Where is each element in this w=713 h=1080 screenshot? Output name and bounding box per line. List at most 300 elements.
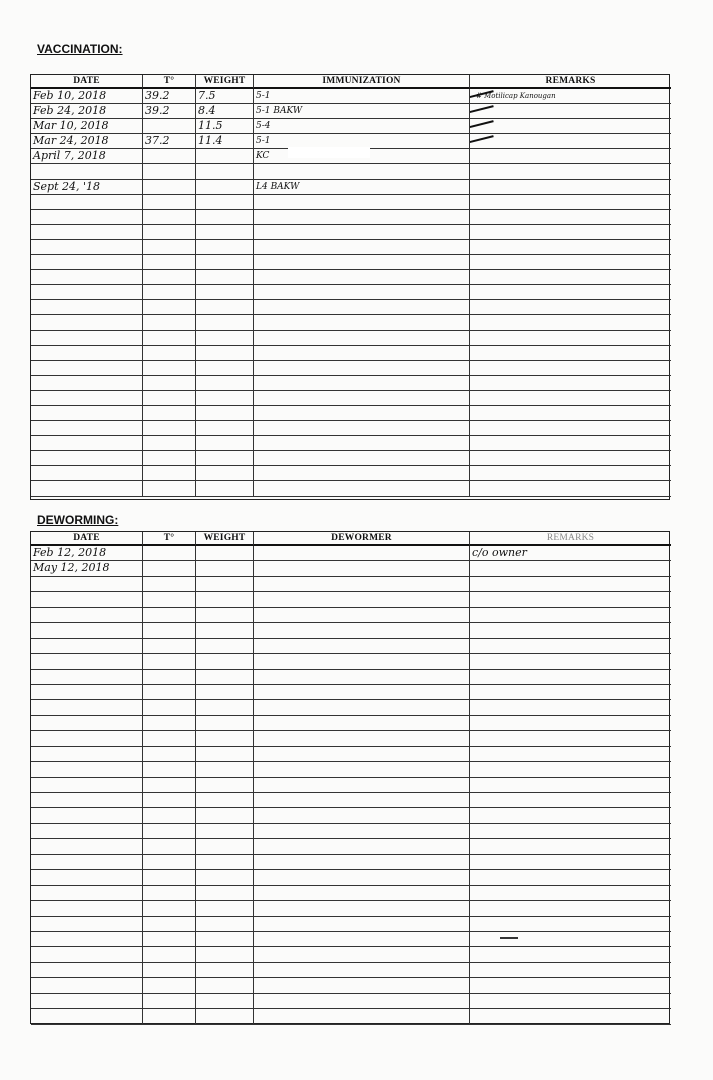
table-cell-weight <box>196 466 254 481</box>
table-cell-immunization <box>254 481 470 496</box>
table-cell-temp <box>143 195 196 210</box>
table-cell-weight <box>196 119 254 134</box>
table-cell-temp <box>143 466 196 481</box>
table-cell-dewormer <box>254 824 470 839</box>
table-cell-temp <box>143 210 196 225</box>
table-cell-weight <box>196 1009 254 1024</box>
handwritten-remarks: # Motilicap Kanougan <box>476 92 556 100</box>
handwritten-date: Sept 24, '18 <box>33 179 101 193</box>
table-cell-weight <box>196 315 254 330</box>
table-cell-remarks <box>470 285 671 300</box>
table-cell-temp <box>143 89 196 104</box>
table-cell-immunization <box>254 164 470 179</box>
table-cell-remarks <box>470 361 671 376</box>
handwritten-weight: 11.4 <box>198 134 223 148</box>
table-cell-immunization <box>254 89 470 104</box>
handwritten-immunization: KC <box>256 151 270 162</box>
table-cell-temp <box>143 592 196 607</box>
table-cell-remarks <box>470 149 671 164</box>
table-cell-remarks <box>470 685 671 700</box>
table-cell-date <box>31 149 143 164</box>
table-cell-weight <box>196 855 254 870</box>
table-cell-weight <box>196 932 254 947</box>
table-cell-remarks <box>470 1009 671 1024</box>
table-cell-weight <box>196 978 254 993</box>
table-cell-dewormer <box>254 700 470 715</box>
table-cell-remarks <box>470 623 671 638</box>
table-cell-immunization <box>254 331 470 346</box>
table-cell-date <box>31 421 143 436</box>
table-cell-date <box>31 870 143 885</box>
table-cell-remarks <box>470 824 671 839</box>
table-cell-date <box>31 608 143 623</box>
table-cell-date <box>31 561 143 576</box>
table-cell-remarks <box>470 577 671 592</box>
table-cell-remarks <box>470 808 671 823</box>
table-cell-dewormer <box>254 917 470 932</box>
table-cell-remarks <box>470 963 671 978</box>
table-cell-dewormer <box>254 685 470 700</box>
handwritten-weight: 8.4 <box>198 104 216 118</box>
table-cell-immunization <box>254 361 470 376</box>
redaction-mark <box>288 147 370 158</box>
table-cell-remarks <box>470 592 671 607</box>
table-cell-date <box>31 839 143 854</box>
table-cell-remarks <box>470 451 671 466</box>
table-cell-weight <box>196 700 254 715</box>
table-cell-remarks <box>470 901 671 916</box>
table-cell-weight <box>196 300 254 315</box>
table-cell-weight <box>196 963 254 978</box>
table-cell-dewormer <box>254 808 470 823</box>
table-cell-date <box>31 466 143 481</box>
table-cell-weight <box>196 917 254 932</box>
table-cell-weight <box>196 670 254 685</box>
table-cell-weight <box>196 149 254 164</box>
table-cell-remarks <box>470 406 671 421</box>
table-cell-weight <box>196 592 254 607</box>
table-cell-weight <box>196 481 254 496</box>
table-cell-weight <box>196 870 254 885</box>
table-cell-weight <box>196 731 254 746</box>
table-cell-dewormer <box>254 870 470 885</box>
table-cell-temp <box>143 932 196 947</box>
table-cell-date <box>31 89 143 104</box>
table-cell-date <box>31 119 143 134</box>
table-cell-remarks <box>470 886 671 901</box>
table-cell-immunization <box>254 180 470 195</box>
table-cell-temp <box>143 376 196 391</box>
table-cell-immunization <box>254 451 470 466</box>
table-cell-remarks <box>470 391 671 406</box>
table-cell-temp <box>143 685 196 700</box>
table-cell-temp <box>143 391 196 406</box>
table-cell-temp <box>143 1009 196 1024</box>
table-cell-date <box>31 901 143 916</box>
table-cell-weight <box>196 685 254 700</box>
table-cell-temp <box>143 670 196 685</box>
table-cell-weight <box>196 639 254 654</box>
table-cell-date <box>31 808 143 823</box>
table-cell-date <box>31 270 143 285</box>
table-cell-temp <box>143 839 196 854</box>
handwritten-date: Feb 12, 2018 <box>33 546 107 559</box>
handwritten-remarks: c/o owner <box>472 546 527 559</box>
handwritten-date: Feb 10, 2018 <box>33 89 107 102</box>
table-cell-remarks <box>470 255 671 270</box>
table-cell-remarks <box>470 639 671 654</box>
table-cell-date <box>31 886 143 901</box>
handwritten-date: Mar 10, 2018 <box>33 119 109 133</box>
table-cell-remarks <box>470 561 671 576</box>
table-cell-date <box>31 670 143 685</box>
table-cell-date <box>31 331 143 346</box>
table-cell-remarks <box>470 994 671 1009</box>
table-cell-dewormer <box>254 639 470 654</box>
table-cell-remarks <box>470 700 671 715</box>
table-cell-date <box>31 793 143 808</box>
table-cell-temp <box>143 870 196 885</box>
table-cell-remarks <box>470 731 671 746</box>
table-cell-dewormer <box>254 978 470 993</box>
deworming-title: DEWORMING: <box>37 513 119 527</box>
table-cell-temp <box>143 886 196 901</box>
table-cell-weight <box>196 240 254 255</box>
table-cell-weight <box>196 406 254 421</box>
table-cell-remarks <box>470 436 671 451</box>
table-cell-weight <box>196 901 254 916</box>
handwritten-immunization: 5-4 <box>256 121 271 132</box>
handwritten-date: Mar 24, 2018 <box>33 134 109 148</box>
table-cell-temp <box>143 481 196 496</box>
table-cell-temp <box>143 270 196 285</box>
table-cell-temp <box>143 240 196 255</box>
remark-dash-mark <box>470 120 494 131</box>
table-cell-immunization <box>254 391 470 406</box>
table-cell-dewormer <box>254 778 470 793</box>
table-cell-temp <box>143 225 196 240</box>
table-cell-remarks <box>470 164 671 179</box>
table-cell-remarks <box>470 670 671 685</box>
table-cell-temp <box>143 285 196 300</box>
vaccination-table <box>30 74 670 500</box>
table-cell-dewormer <box>254 623 470 638</box>
table-cell-weight <box>196 654 254 669</box>
table-cell-weight <box>196 210 254 225</box>
table-cell-date <box>31 685 143 700</box>
table-cell-remarks <box>470 315 671 330</box>
table-cell-temp <box>143 104 196 119</box>
table-cell-weight <box>196 89 254 104</box>
table-cell-dewormer <box>254 994 470 1009</box>
table-cell-dewormer <box>254 1009 470 1024</box>
table-cell-date <box>31 346 143 361</box>
handwritten-temp: 39.2 <box>145 104 170 118</box>
table-cell-date <box>31 947 143 962</box>
table-cell-temp <box>143 577 196 592</box>
table-cell-dewormer <box>254 608 470 623</box>
table-cell-remarks <box>470 978 671 993</box>
table-cell-date <box>31 731 143 746</box>
table-cell-remarks <box>470 855 671 870</box>
handwritten-weight: 11.5 <box>198 119 223 133</box>
table-cell-remarks <box>470 180 671 195</box>
table-cell-temp <box>143 300 196 315</box>
table-cell-remarks <box>470 300 671 315</box>
table-cell-date <box>31 917 143 932</box>
table-cell-immunization <box>254 240 470 255</box>
table-cell-date <box>31 762 143 777</box>
table-cell-temp <box>143 700 196 715</box>
table-cell-date <box>31 436 143 451</box>
column-header-remarks: REMARKS <box>470 75 671 89</box>
handwritten-date: Feb 24, 2018 <box>33 104 107 118</box>
table-cell-temp <box>143 561 196 576</box>
table-cell-remarks <box>470 793 671 808</box>
table-cell-date <box>31 1009 143 1024</box>
table-cell-immunization <box>254 285 470 300</box>
table-cell-temp <box>143 978 196 993</box>
table-cell-date <box>31 255 143 270</box>
table-cell-temp <box>143 731 196 746</box>
table-cell-date <box>31 481 143 496</box>
table-cell-remarks <box>470 376 671 391</box>
table-cell-remarks <box>470 270 671 285</box>
table-cell-temp <box>143 901 196 916</box>
table-cell-temp <box>143 119 196 134</box>
table-cell-remarks <box>470 466 671 481</box>
table-cell-weight <box>196 747 254 762</box>
table-cell-weight <box>196 255 254 270</box>
table-cell-weight <box>196 195 254 210</box>
table-cell-weight <box>196 164 254 179</box>
table-cell-remarks <box>470 870 671 885</box>
handwritten-immunization: 5-1 BAKW <box>256 106 303 117</box>
table-cell-remarks <box>470 762 671 777</box>
table-cell-date <box>31 300 143 315</box>
table-cell-weight <box>196 623 254 638</box>
table-cell-temp <box>143 421 196 436</box>
table-cell-weight <box>196 561 254 576</box>
table-cell-temp <box>143 793 196 808</box>
table-cell-dewormer <box>254 963 470 978</box>
table-cell-weight <box>196 451 254 466</box>
column-header-dewormer: DEWORMER <box>254 532 470 546</box>
table-cell-temp <box>143 917 196 932</box>
handwritten-immunization: 5-1 <box>256 136 271 147</box>
table-cell-temp <box>143 947 196 962</box>
table-cell-immunization <box>254 119 470 134</box>
vaccination-title: VACCINATION: <box>37 42 123 56</box>
table-cell-temp <box>143 149 196 164</box>
table-cell-temp <box>143 808 196 823</box>
handwritten-temp: 37.2 <box>145 134 170 148</box>
table-cell-date <box>31 978 143 993</box>
handwritten-immunization: 5-1 <box>256 91 271 101</box>
table-cell-immunization <box>254 300 470 315</box>
table-cell-dewormer <box>254 747 470 762</box>
table-cell-date <box>31 747 143 762</box>
table-cell-weight <box>196 331 254 346</box>
table-cell-weight <box>196 361 254 376</box>
table-cell-date <box>31 376 143 391</box>
table-cell-weight <box>196 285 254 300</box>
table-cell-remarks <box>470 104 671 119</box>
table-cell-date <box>31 225 143 240</box>
table-cell-remarks <box>470 421 671 436</box>
table-cell-remarks <box>470 546 671 561</box>
table-cell-temp <box>143 546 196 561</box>
table-cell-date <box>31 577 143 592</box>
table-cell-temp <box>143 331 196 346</box>
table-cell-remarks <box>470 917 671 932</box>
table-cell-remarks <box>470 346 671 361</box>
table-cell-date <box>31 716 143 731</box>
stray-pen-mark <box>500 937 518 939</box>
table-cell-remarks <box>470 225 671 240</box>
table-cell-remarks <box>470 195 671 210</box>
table-cell-temp <box>143 747 196 762</box>
table-cell-weight <box>196 346 254 361</box>
table-cell-date <box>31 855 143 870</box>
table-cell-immunization <box>254 406 470 421</box>
table-cell-weight <box>196 886 254 901</box>
table-cell-dewormer <box>254 716 470 731</box>
table-cell-remarks <box>470 778 671 793</box>
table-cell-dewormer <box>254 855 470 870</box>
table-cell-date <box>31 391 143 406</box>
table-cell-weight <box>196 270 254 285</box>
table-cell-weight <box>196 376 254 391</box>
handwritten-weight: 7.5 <box>198 89 216 102</box>
table-cell-dewormer <box>254 731 470 746</box>
handwritten-date: April 7, 2018 <box>33 149 106 163</box>
table-cell-weight <box>196 824 254 839</box>
table-cell-weight <box>196 947 254 962</box>
table-cell-date <box>31 994 143 1009</box>
table-cell-weight <box>196 104 254 119</box>
table-cell-weight <box>196 391 254 406</box>
table-cell-temp <box>143 994 196 1009</box>
table-cell-remarks <box>470 89 671 104</box>
table-cell-date <box>31 285 143 300</box>
table-cell-date <box>31 134 143 149</box>
table-cell-weight <box>196 793 254 808</box>
table-cell-date <box>31 180 143 195</box>
table-cell-remarks <box>470 716 671 731</box>
table-cell-immunization <box>254 225 470 240</box>
table-cell-immunization <box>254 346 470 361</box>
table-cell-weight <box>196 180 254 195</box>
table-cell-remarks <box>470 654 671 669</box>
table-cell-dewormer <box>254 932 470 947</box>
table-cell-weight <box>196 839 254 854</box>
column-header-immunization: IMMUNIZATION <box>254 75 470 89</box>
table-cell-date <box>31 623 143 638</box>
table-cell-temp <box>143 315 196 330</box>
table-cell-temp <box>143 134 196 149</box>
table-cell-dewormer <box>254 901 470 916</box>
table-cell-dewormer <box>254 762 470 777</box>
table-cell-remarks <box>470 839 671 854</box>
handwritten-date: May 12, 2018 <box>33 561 110 575</box>
table-cell-dewormer <box>254 561 470 576</box>
table-cell-weight <box>196 608 254 623</box>
table-cell-date <box>31 406 143 421</box>
table-cell-dewormer <box>254 839 470 854</box>
table-cell-date <box>31 546 143 561</box>
table-cell-temp <box>143 451 196 466</box>
table-cell-temp <box>143 180 196 195</box>
table-cell-date <box>31 778 143 793</box>
table-cell-dewormer <box>254 592 470 607</box>
table-cell-remarks <box>470 481 671 496</box>
table-cell-temp <box>143 762 196 777</box>
table-cell-temp <box>143 608 196 623</box>
table-cell-weight <box>196 577 254 592</box>
table-cell-date <box>31 963 143 978</box>
table-cell-weight <box>196 436 254 451</box>
table-cell-date <box>31 639 143 654</box>
table-cell-dewormer <box>254 654 470 669</box>
table-cell-date <box>31 361 143 376</box>
table-cell-temp <box>143 824 196 839</box>
table-cell-immunization <box>254 421 470 436</box>
handwritten-temp: 39.2 <box>145 89 170 102</box>
table-cell-immunization <box>254 195 470 210</box>
table-cell-date <box>31 315 143 330</box>
table-cell-remarks <box>470 119 671 134</box>
table-cell-weight <box>196 225 254 240</box>
table-cell-temp <box>143 716 196 731</box>
table-cell-dewormer <box>254 546 470 561</box>
table-cell-remarks <box>470 947 671 962</box>
table-cell-temp <box>143 164 196 179</box>
table-cell-dewormer <box>254 886 470 901</box>
table-cell-temp <box>143 346 196 361</box>
table-cell-date <box>31 932 143 947</box>
table-cell-weight <box>196 134 254 149</box>
table-cell-immunization <box>254 270 470 285</box>
table-cell-remarks <box>470 608 671 623</box>
table-cell-immunization <box>254 104 470 119</box>
column-header-date: DATE <box>31 532 143 546</box>
table-cell-dewormer <box>254 793 470 808</box>
table-cell-dewormer <box>254 670 470 685</box>
table-cell-date <box>31 195 143 210</box>
table-cell-date <box>31 210 143 225</box>
table-cell-temp <box>143 639 196 654</box>
table-cell-date <box>31 104 143 119</box>
table-cell-immunization <box>254 210 470 225</box>
table-cell-remarks <box>470 240 671 255</box>
table-cell-temp <box>143 654 196 669</box>
table-cell-weight <box>196 778 254 793</box>
table-cell-immunization <box>254 255 470 270</box>
deworming-table <box>30 531 670 1024</box>
column-header-date: DATE <box>31 75 143 89</box>
table-cell-immunization <box>254 466 470 481</box>
table-cell-date <box>31 164 143 179</box>
remark-dash-mark <box>470 105 494 116</box>
handwritten-immunization: L4 BAKW <box>256 181 300 192</box>
table-cell-weight <box>196 762 254 777</box>
column-header-remarks: REMARKS <box>470 532 671 546</box>
table-cell-date <box>31 592 143 607</box>
table-cell-temp <box>143 436 196 451</box>
table-cell-remarks <box>470 134 671 149</box>
column-header-weight: WEIGHT <box>196 75 254 89</box>
